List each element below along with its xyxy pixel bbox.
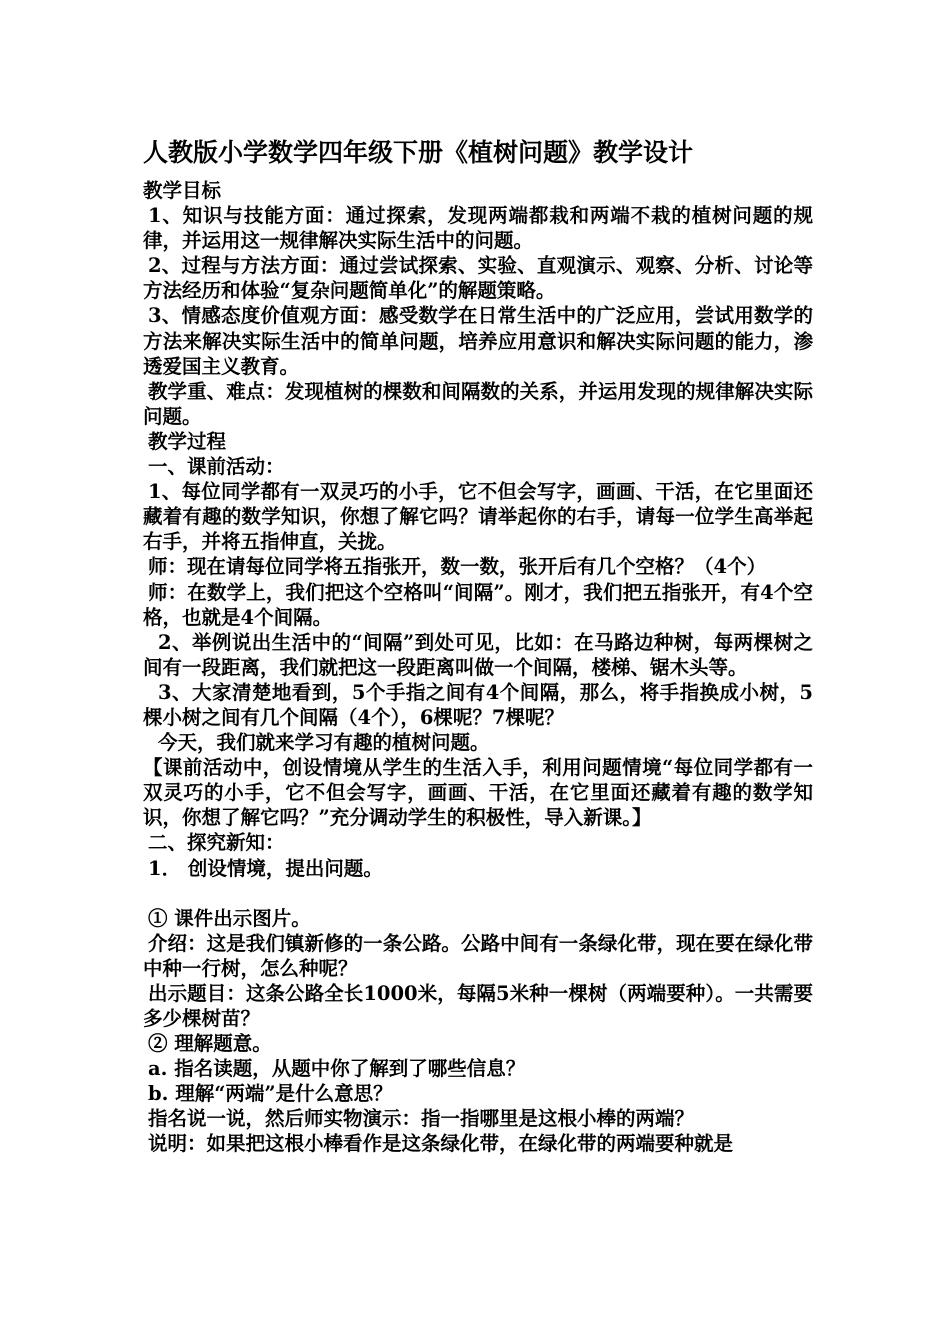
introduction-text: 介绍：这是我们镇新修的一条公路。公路中间有一条绿化带，现在要在绿化带中种一行树，怎么种呢？ [143, 931, 813, 980]
section-heading-process: 教学过程 [148, 429, 227, 453]
lesson-intro: 今天，我们就来学习有趣的植树问题。 [158, 731, 490, 755]
design-note: 【课前活动中，创设情境从学生的生活入手，利用问题情境“每位同学都有一双灵巧的小手，它不但会写字，画画、干活，在它里面还藏着有趣的数学知识，你想了解它吗？”充分调动学生的积极性，导入新课。】 [143, 756, 813, 830]
document-page [143, 128, 813, 1157]
objective-process: 2、过程与方法方面：通过尝试探索、实验、直观演示、观察、分析、讨论等方法经历和体验“复杂问题简单化”的解题策略。 [143, 254, 813, 303]
objective-knowledge: 1、知识与技能方面：通过探索，发现两端都栽和两端不栽的植树问题的规律，并运用这一规律解决实际生活中的问题。 [143, 204, 813, 253]
key-difficulty: 教学重、难点：发现植树的棵数和间隔数的关系，并运用发现的规律解决实际问题。 [143, 379, 813, 428]
understand-problem: ② 理解题意。 [148, 1032, 272, 1056]
demonstration: 指名说一说，然后师实物演示：指一指哪里是这根小棒的两端？ [148, 1107, 695, 1131]
explanation: 说明：如果把这根小棒看作是这条绿化带，在绿化带的两端要种就是 [148, 1132, 734, 1156]
section-heading-objectives: 教学目标 [143, 179, 222, 202]
courseware-image: ① 课件出示图片。 [148, 906, 311, 930]
objective-emotion: 3、情感态度价值观方面：感受数学在日常生活中的广泛应用，尝试用数学的方法来解决实际生活中的简单问题，培养应用意识和解决实际问题的能力，渗透爱国主义教育。 [143, 304, 813, 378]
blank-line [143, 881, 813, 906]
explore-step-1: 1． 创设情境，提出问题。 [148, 856, 383, 880]
document-title: 人教版小学数学四年级下册《植树问题》教学设计 [143, 138, 694, 167]
sub-step-b: b. 理解“两端”是什么意思？ [148, 1082, 393, 1106]
section-heading-pre-class: 一、课前活动： [148, 455, 285, 479]
problem-statement: 出示题目：这条公路全长1000米，每隔5米种一棵树（两端要种）。一共需要多少棵树苗？ [143, 981, 813, 1030]
teacher-line-1: 师：现在请每位同学将五指张开，数一数，张开后有几个空格？（4个） [148, 555, 767, 579]
sub-step-a: a. 指名读题，从题中你了解到了哪些信息？ [148, 1057, 526, 1081]
pre-class-step-2: 2、举例说出生活中的“间隔”到处可见，比如：在马路边种树，每两棵树之间有一段距离，我们就把这一段距离叫做一个间隔，楼梯、锯木头等。 [143, 630, 813, 679]
section-heading-explore: 二、探究新知： [148, 831, 285, 855]
pre-class-step-1: 1、每位同学都有一双灵巧的小手，它不但会写字，画画、干活，在它里面还藏着有趣的数学知识，你想了解它吗？请举起你的右手，请每一位学生高举起右手，并将五指伸直，关拢。 [143, 480, 813, 554]
pre-class-step-3: 3、大家清楚地看到，5个手指之间有4个间隔，那么，将手指换成小树，5棵小树之间有几个间隔（4个），6棵呢？7棵呢？ [143, 680, 813, 729]
document-body [143, 178, 813, 1157]
teacher-line-2: 师：在数学上，我们把这个空格叫“间隔”。刚才，我们把五指张开，有4个空格，也就是4个间隔。 [143, 580, 813, 629]
